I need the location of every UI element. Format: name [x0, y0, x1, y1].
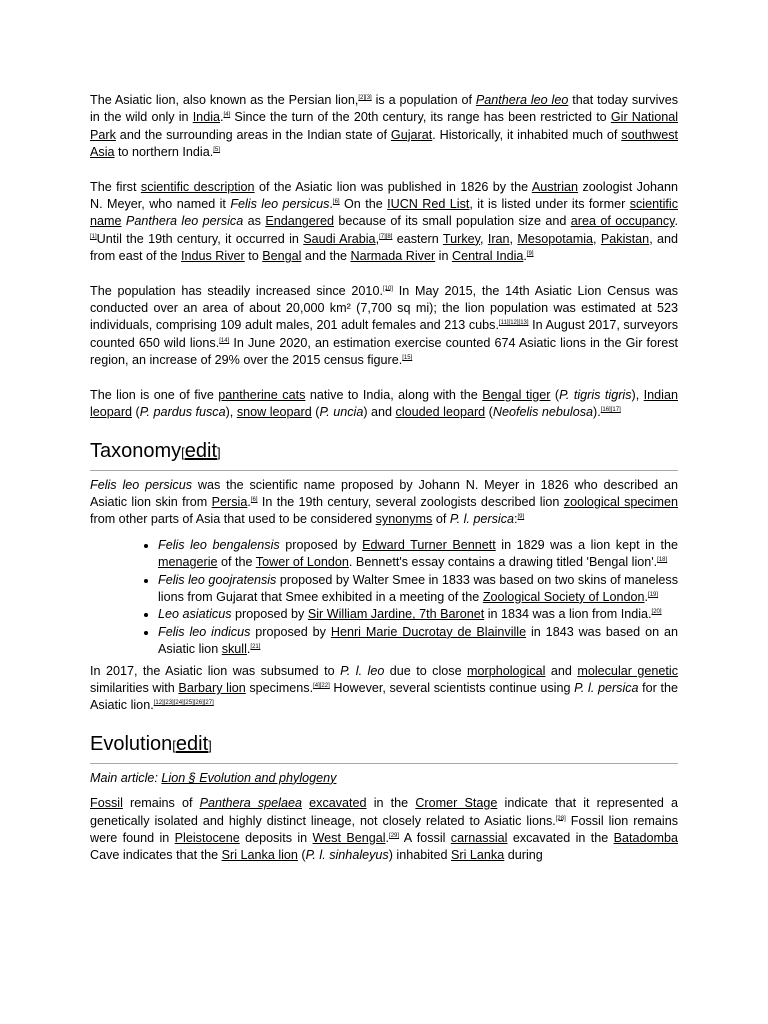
wiki-link[interactable]: Endangered — [265, 214, 334, 229]
edit-bracket-open: [ — [172, 737, 176, 753]
italic-text: Panthera leo persica — [125, 214, 244, 229]
intro-paragraph-4: The lion is one of five pantherine cats native to India, along with the Bengal tiger (P. tigris tigris), Indian leopard (P. pardus fusca), snow leopard (P. uncia) and clouded leopard (Neofelis nebulosa).[16][17] — [90, 387, 678, 420]
reference-link[interactable]: [18] — [657, 556, 668, 563]
reference-link[interactable]: [12][23][24][25][26][27] — [153, 700, 214, 707]
wiki-link[interactable]: Bengal tiger — [482, 387, 551, 402]
italic-text: P. l. leo — [340, 663, 385, 678]
intro-paragraph-2: The first scientific description of the Asiatic lion was published in 1826 by the Austrian zoologist Johann N. Meyer, who named it Felis leo persicus.[6] On the IUCN Red List, it is listed under its former scientific name Panthera leo persica as Endangered because of its small population size and area of occupancy.[1]Until the 19th century, it occurred in Saudi Arabia,[7][8] eastern Turkey, Iran, Mesopotamia, Pakistan, and from east of the Indus River to Bengal and the Narmada River in Central India.[9] — [90, 179, 679, 264]
italic-text: P. tigris tigris — [559, 387, 632, 402]
wiki-link[interactable]: Panthera spelaea — [199, 796, 302, 811]
wiki-link[interactable]: skull — [221, 642, 247, 657]
reference-link[interactable]: [11][12][13] — [498, 320, 529, 327]
wiki-link[interactable]: scientific name — [90, 197, 678, 229]
wiki-link[interactable]: Sri Lanka lion — [221, 848, 298, 863]
synonym-list — [90, 537, 678, 659]
wiki-link[interactable]: synonyms — [375, 512, 433, 527]
wiki-link[interactable]: Fossil — [90, 796, 123, 811]
wiki-link[interactable]: Persia — [211, 494, 248, 509]
evolution-paragraph-1: Fossil remains of Panthera spelaea excavated in the Cromer Stage indicate that it represented a genetically isolated and highly distinct lineage, not closely related to Asiatic lions.[28] Fossil lion remains were found in Pleistocene deposits in West Bengal.[29] A fossil carnassial excavated in the Batadomba Cave indicates that the Sri Lanka lion (P. l. sinhaleyus) inhabited Sri Lanka during — [90, 796, 679, 863]
wiki-link[interactable]: zoological specimen — [563, 494, 679, 509]
wiki-link[interactable]: southwest Asia — [90, 127, 678, 160]
wiki-link[interactable]: Batadomba — [613, 831, 678, 845]
wiki-link[interactable]: Indus River — [181, 249, 245, 264]
wiki-link[interactable]: Barbary lion — [178, 680, 246, 695]
reference-link[interactable]: [6] — [250, 496, 258, 503]
wiki-link[interactable]: pantherine cats — [218, 387, 306, 402]
evolution-heading-text: Evolution — [90, 732, 173, 755]
edit-bracket-open: [ — [181, 444, 185, 460]
list-item: • Leo asiaticus proposed by Sir William Jardine, 7th Baronet in 1834 was a lion from India.[20] — [158, 606, 678, 623]
wiki-link[interactable]: Pleistocene — [174, 831, 240, 845]
wiki-link[interactable]: Zoological Society of London — [482, 589, 645, 604]
italic-text: Felis leo goojratensis — [158, 572, 277, 587]
reference-link[interactable]: [19] — [648, 591, 659, 598]
wiki-link[interactable]: Turkey — [442, 231, 480, 246]
reference-link[interactable]: [14] — [219, 337, 230, 344]
taxonomy-paragraph-1: Felis leo persicus was the scientific name proposed by Johann N. Meyer in 1826 who described an Asiatic lion skin from Persia.[6] In the 19th century, several zoologists described lion zoological specimen from other parts of Asia that used to be considered synonyms of P. l. persica:[9] — [90, 477, 679, 527]
evolution-edit-link[interactable]: edit — [175, 732, 209, 755]
reference-link[interactable]: [6] — [332, 198, 340, 205]
wiki-link[interactable]: Iran — [487, 231, 510, 246]
evolution-heading — [90, 732, 678, 764]
wiki-link[interactable]: Lion § Evolution and phylogeny — [161, 770, 337, 785]
taxonomy-heading — [90, 439, 678, 471]
reference-link[interactable]: [5] — [213, 147, 220, 154]
italic-text: P. l. sinhaleyus — [305, 848, 389, 863]
wiki-link[interactable]: Sri Lanka — [451, 848, 505, 863]
reference-link[interactable]: [29] — [389, 832, 400, 839]
wiki-link[interactable]: Pakistan — [600, 231, 650, 246]
wiki-link[interactable]: excavated — [309, 796, 367, 811]
reference-link[interactable]: [8] — [385, 233, 393, 240]
taxonomy-heading-text: Taxonomy — [90, 439, 182, 462]
wiki-link[interactable]: India — [192, 110, 220, 125]
edit-bracket-close: ] — [208, 737, 212, 753]
wiki-link[interactable]: IUCN Red List — [387, 197, 470, 212]
intro-paragraph-3: The population has steadily increased since 2010.[10] In May 2015, the 14th Asiatic Lion Census was conducted over an area of about 20,000 km² (7,700 sq mi); the lion population was estimated at 523 individuals, comprising 109 adult males, 201 adult females and 213 cubs.[11][12][13] In August 2017, surveyors counted 650 wild lions.[14] In June 2020, an estimation exercise counted 674 Asiatic lions in the Gir forest region, an increase of 29% over the 2015 census figure.[15] — [90, 283, 678, 368]
reference-link[interactable]: [4] — [223, 112, 231, 119]
wiki-link[interactable]: Austrian — [531, 179, 579, 194]
italic-text: Leo asiaticus — [158, 607, 232, 622]
intro-paragraph-1: The Asiatic lion, also known as the Persian lion,[2][3] is a population of Panthera leo leo that today survives in the wild only in India.[4] Since the turn of the 20th century, its range has been restricted to Gir National Park and the surrounding areas in the Indian state of Gujarat. Historically, it inhabited much of southwest Asia to northern India.[5] — [90, 93, 679, 160]
taxonomy-edit-link[interactable]: edit — [184, 439, 218, 462]
list-item: • Felis leo indicus proposed by Henri Marie Ducrotay de Blainville in 1843 was based on an Asiatic lion skull.[21] — [158, 624, 678, 659]
wiki-link[interactable]: Panthera leo leo — [475, 93, 569, 107]
reference-link[interactable]: [20] — [651, 609, 662, 616]
wiki-link[interactable]: Tower of London — [255, 555, 349, 570]
wiki-link[interactable]: Sir William Jardine, 7th Baronet — [307, 607, 485, 622]
reference-link[interactable]: [21] — [250, 643, 261, 650]
reference-link[interactable]: [28] — [555, 815, 566, 822]
italic-text: P. l. persica — [449, 512, 515, 527]
wiki-link[interactable]: Gir National Park — [90, 110, 679, 142]
wiki-link[interactable]: Central India — [451, 249, 524, 264]
wiki-link[interactable]: Edward Turner Bennett — [362, 537, 496, 552]
main-article-hatnote — [90, 770, 678, 787]
wiki-link[interactable]: Mesopotamia — [517, 231, 594, 246]
wiki-link[interactable]: menagerie — [158, 555, 218, 570]
wiki-link[interactable]: Indian leopard — [90, 387, 678, 420]
reference-link[interactable]: [2][3] — [358, 94, 372, 101]
reference-link[interactable]: [15] — [402, 355, 413, 362]
wiki-link[interactable]: clouded leopard — [395, 405, 486, 420]
reference-link[interactable]: [4][22] — [313, 682, 330, 689]
taxonomy-paragraph-2: In 2017, the Asiatic lion was subsumed to P. l. leo due to close morphological and molecular genetic similarities with Barbary lion specimens.[4][22] However, several scientists continue using P. l. persica for the Asiatic lion.[12][23][24][25][26][27] — [90, 663, 678, 713]
reference-link[interactable]: [9] — [526, 251, 534, 258]
italic-text: P. l. persica — [574, 680, 639, 695]
wiki-link[interactable]: West Bengal — [312, 831, 386, 845]
italic-text: P. uncia — [319, 405, 364, 420]
italic-text: P. pardus fusca — [139, 405, 226, 420]
wiki-link[interactable]: Cromer Stage — [415, 796, 498, 811]
wiki-link[interactable]: area of occupancy — [570, 214, 675, 229]
wiki-link[interactable]: Bengal — [262, 249, 302, 264]
reference-link[interactable]: [16][17] — [600, 406, 621, 413]
reference-link[interactable]: [1] — [90, 233, 97, 240]
list-item: • Felis leo goojratensis proposed by Walter Smee in 1833 was based on two skins of maneless lions from Gujarat that Smee exhibited in a meeting of the Zoological Society of London.[19] — [158, 572, 678, 607]
italic-text: Felis leo indicus — [158, 624, 251, 639]
wiki-link[interactable]: morphological — [467, 663, 546, 678]
wiki-link[interactable]: Henri Marie Ducrotay de Blainville — [330, 624, 527, 639]
wiki-link[interactable]: carnassial — [450, 831, 508, 845]
reference-link[interactable]: [7] — [379, 233, 386, 240]
italic-text: Felis leo bengalensis — [158, 537, 280, 552]
article-body — [90, 92, 678, 882]
wiki-link[interactable]: Saudi Arabia — [303, 231, 376, 246]
edit-bracket-close: ] — [217, 444, 221, 460]
wiki-link[interactable]: Gujarat — [390, 127, 433, 142]
wiki-link[interactable]: scientific description — [140, 179, 255, 194]
italic-text: Neofelis nebulosa — [492, 405, 594, 420]
italic-text: Main article: — [90, 770, 162, 785]
reference-link[interactable]: [10] — [382, 285, 393, 292]
italic-text: Felis leo persicus — [90, 477, 193, 492]
wiki-link[interactable]: molecular genetic — [577, 663, 678, 678]
reference-link[interactable]: [9] — [517, 514, 525, 521]
list-item: • Felis leo bengalensis proposed by Edward Turner Bennett in 1829 was a lion kept in the menagerie of the Tower of London. Bennett's essay contains a drawing titled 'Bengal lion'.[18] — [158, 537, 678, 572]
wiki-link[interactable]: Narmada River — [350, 249, 436, 264]
italic-text: Felis leo persicus — [230, 197, 330, 212]
wiki-link[interactable]: snow leopard — [236, 405, 312, 420]
